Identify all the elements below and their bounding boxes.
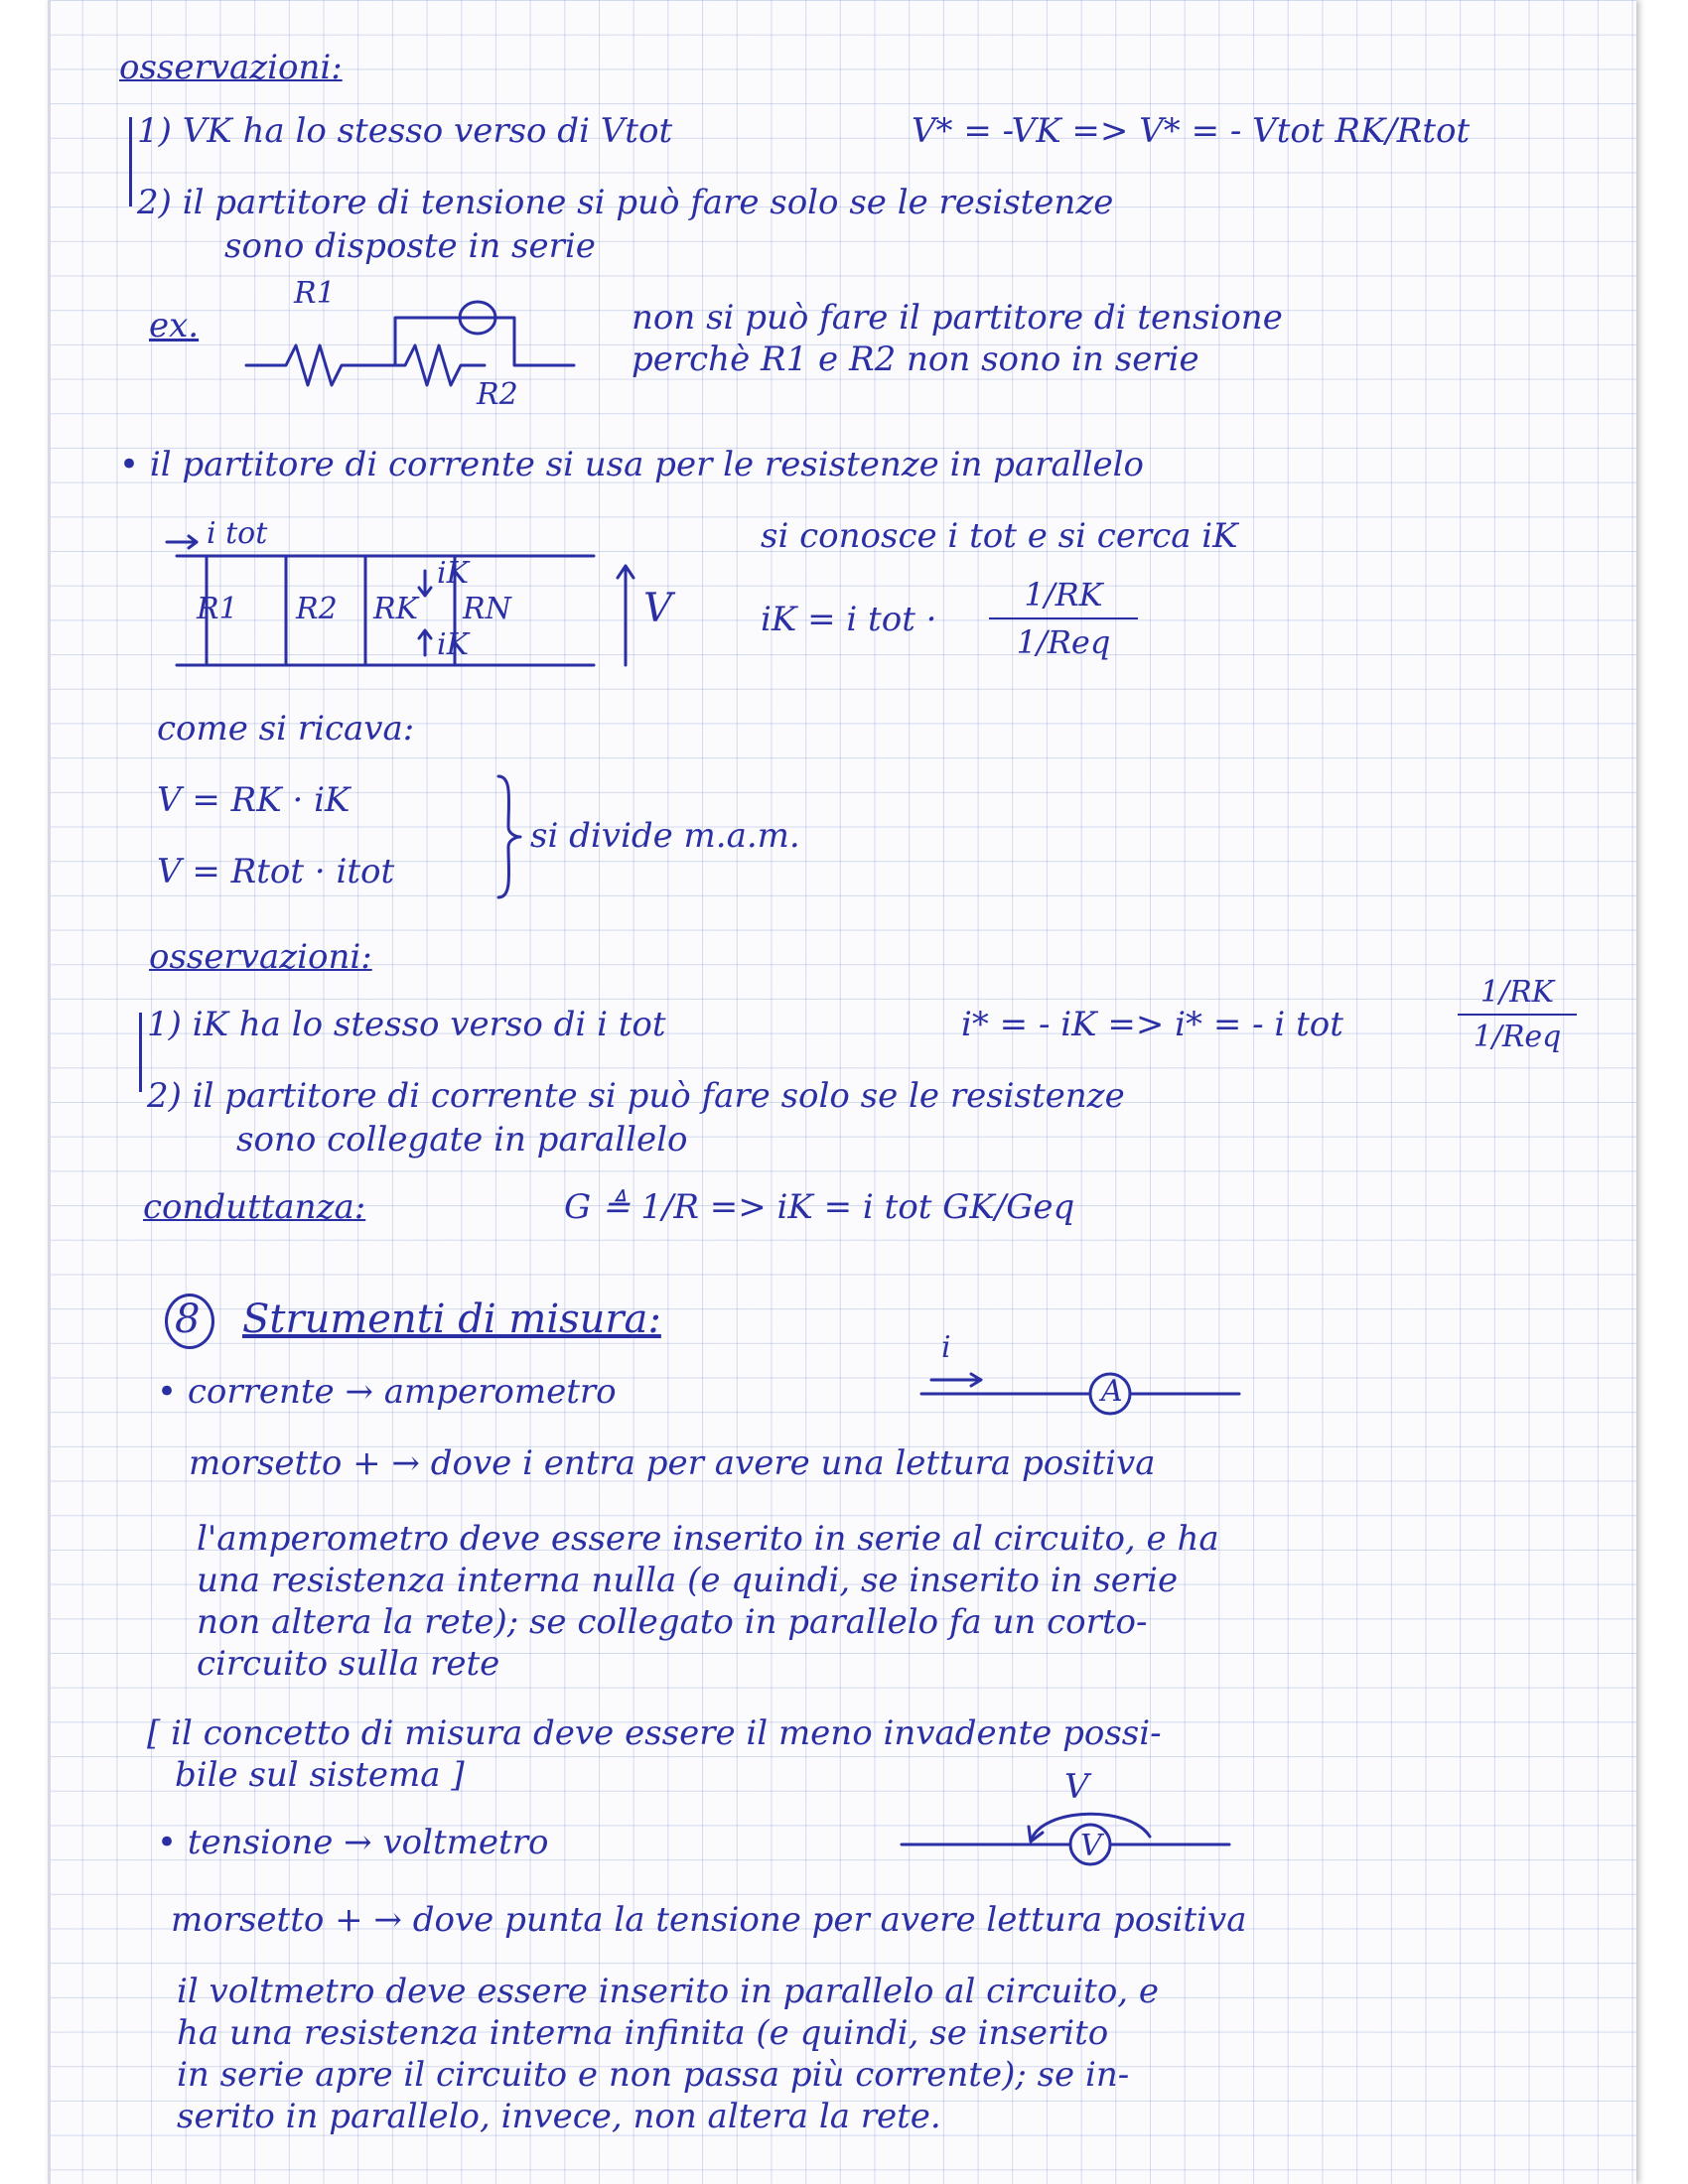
example-r2-label: R2 xyxy=(477,377,518,412)
ik-arrow-up xyxy=(419,630,431,655)
current-divider-intro: • il partitore di corrente si usa per le resistenze in parallelo xyxy=(119,445,1144,484)
obs1-formula: V* = -VK => V* = - Vtot RK/Rtot xyxy=(912,111,1471,151)
measure-concept-line1: [ il concetto di misura deve essere il meno invadente possi- xyxy=(147,1713,1162,1753)
cd-v-label: V xyxy=(643,586,672,631)
derive-heading: come si ricava: xyxy=(157,709,415,749)
voltmeter-label: V xyxy=(1064,1767,1089,1807)
conductance-label: conduttanza: xyxy=(143,1187,366,1227)
obs1-bracket xyxy=(129,117,132,206)
voltage-arrow xyxy=(618,566,633,665)
ammeter-line: • corrente → amperometro xyxy=(157,1372,617,1412)
voltmeter-line: • tensione → voltmetro xyxy=(157,1823,549,1862)
obs1-item2-line2: sono disposte in serie xyxy=(224,226,596,266)
example-wire xyxy=(246,318,574,385)
ammeter-desc-line3: non altera la rete); se collegato in parallelo fa un corto- xyxy=(197,1602,1148,1642)
cd-r2-label: R2 xyxy=(296,592,338,626)
obs2-formula-numerator: 1/RK xyxy=(1479,975,1555,1010)
cd-known: si conosce i tot e si cerca iK xyxy=(761,516,1238,556)
notebook-page xyxy=(48,0,1636,2184)
measure-concept-line2: bile sul sistema ] xyxy=(175,1755,465,1795)
cd-itot-label: i tot xyxy=(207,516,268,551)
ammeter-desc-line1: l'amperometro deve essere inserito in serie al circuito, e ha xyxy=(197,1519,1219,1559)
cd-ik-bottom-label: iK xyxy=(437,627,470,662)
obs2-bracket xyxy=(139,1013,142,1092)
example-resistor-r2 xyxy=(375,345,485,385)
cd-formula-fraction xyxy=(989,576,1138,661)
cd-formula-denominator: 1/Req xyxy=(1016,623,1111,661)
voltmeter-desc-line2: ha una resistenza interna infinita (e quindi, se inserito xyxy=(177,2013,1109,2053)
ammeter-terminal: morsetto + → dove i entra per avere una lettura positiva xyxy=(189,1443,1156,1483)
fraction-bar xyxy=(1458,1014,1577,1016)
page-edge xyxy=(48,0,51,2184)
ammeter-current-label: i xyxy=(941,1330,951,1365)
voltmeter-desc-line4: serito in parallelo, invece, non altera la rete. xyxy=(177,2097,941,2136)
derive-note: si divide m.a.m. xyxy=(530,816,800,856)
derive-brace xyxy=(494,772,524,901)
derive-eq1: V = RK · iK xyxy=(157,780,351,820)
ammeter-symbol-diagram xyxy=(921,1350,1249,1430)
cd-r1-label: R1 xyxy=(197,592,238,626)
obs2-item2-line2: sono collegate in parallelo xyxy=(236,1120,688,1160)
ik-arrow-down xyxy=(419,571,431,596)
cd-rn-label: RN xyxy=(463,592,511,626)
example-label: ex. xyxy=(149,306,200,345)
ammeter-desc-line4: circuito sulla rete xyxy=(197,1644,500,1684)
example-text-line1: non si può fare il partitore di tensione xyxy=(632,298,1283,338)
section-title: Strumenti di misura: xyxy=(242,1297,661,1342)
cd-rk-label: RK xyxy=(373,592,418,626)
obs1-heading: osservazioni: xyxy=(119,48,343,87)
fraction-bar xyxy=(989,617,1138,619)
ammeter-symbol: A xyxy=(1101,1374,1123,1409)
cd-formula-left: iK = i tot · xyxy=(761,600,937,639)
cd-formula-numerator: 1/RK xyxy=(1024,576,1103,614)
voltmeter-desc-line1: il voltmetro deve essere inserito in parallelo al circuito, e xyxy=(177,1972,1160,2011)
example-r1-label: R1 xyxy=(294,276,336,311)
ammeter-current-arrow xyxy=(931,1374,981,1386)
conductance-formula: G ≜ 1/R => iK = i tot GK/Geq xyxy=(564,1187,1075,1227)
section-number: 8 xyxy=(175,1297,201,1342)
obs2-formula-denominator: 1/Req xyxy=(1473,1020,1562,1054)
obs2-heading: osservazioni: xyxy=(149,937,372,977)
ammeter-desc-line2: una resistenza interna nulla (e quindi, se inserito in serie xyxy=(197,1561,1179,1600)
example-text-line2: perchè R1 e R2 non sono in serie xyxy=(632,340,1199,379)
voltmeter-desc-line3: in serie apre il circuito e non passa più corrente); se in- xyxy=(177,2055,1130,2095)
obs1-item2-line1: 2) il partitore di tensione si può fare solo se le resistenze xyxy=(137,183,1114,222)
obs2-formula-left: i* = - iK => i* = - i tot xyxy=(961,1005,1343,1044)
obs2-item2-line1: 2) il partitore di corrente si può fare solo se le resistenze xyxy=(147,1076,1125,1116)
cd-ik-top-label: iK xyxy=(437,556,470,591)
obs1-item1: 1) VK ha lo stesso verso di Vtot xyxy=(137,111,673,151)
voltmeter-terminal: morsetto + → dove punta la tensione per avere lettura positiva xyxy=(171,1900,1247,1940)
obs2-formula-fraction xyxy=(1458,975,1577,1054)
derive-eq2: V = Rtot · itot xyxy=(157,852,395,891)
obs2-item1: 1) iK ha lo stesso verso di i tot xyxy=(147,1005,666,1044)
voltmeter-symbol: V xyxy=(1080,1829,1102,1863)
